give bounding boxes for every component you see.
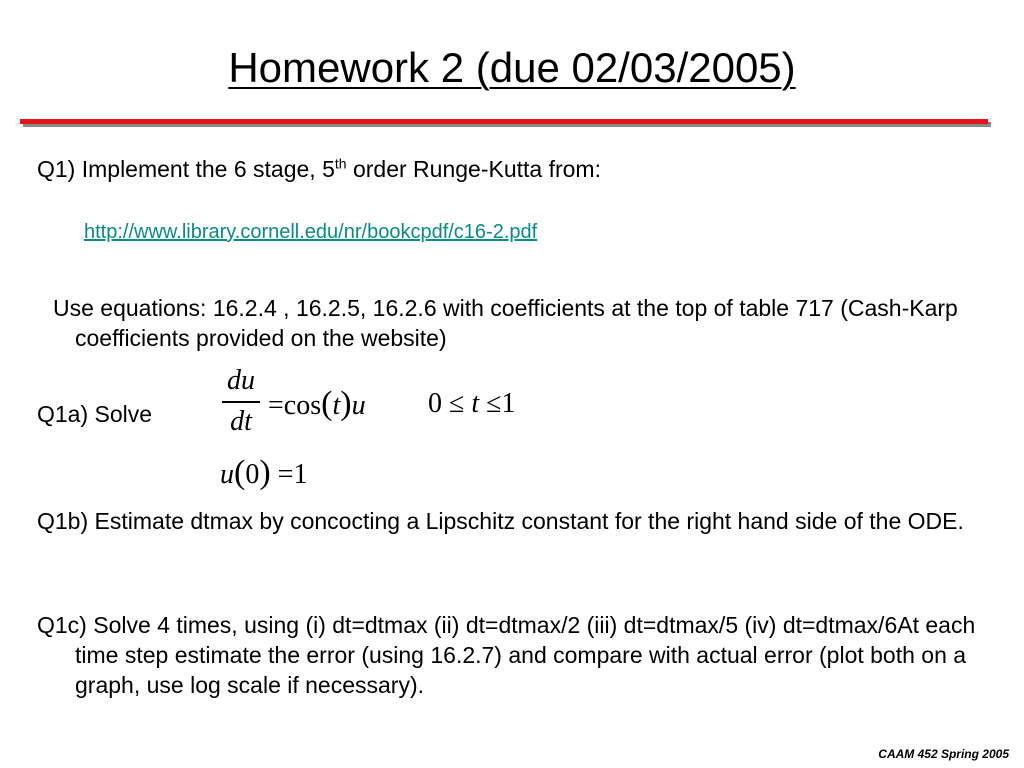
domain-var: t bbox=[471, 388, 480, 419]
domain-low: 0 bbox=[428, 388, 442, 419]
equation-rhs bbox=[268, 387, 366, 423]
fraction-denominator: dt bbox=[230, 405, 252, 437]
equation-equals: = bbox=[268, 390, 284, 421]
equation-rparen: ) bbox=[340, 385, 352, 422]
question-q1b: Q1b) Estimate dtmax by concocting a Lipschitz constant for the right hand side of the ODE. bbox=[37, 508, 964, 534]
equation-factor: u bbox=[351, 390, 366, 421]
q1-prefix: Q1) Implement the 6 stage, 5 bbox=[37, 156, 335, 182]
use-equations-text: Use equations: 16.2.4 , 16.2.5, 16.2.6 with coefficients at the top of table 717 (Cash-Karp coefficients provided on the website) bbox=[53, 295, 958, 351]
question-q1c: Q1c) Solve 4 times, using (i) dt=dtmax (ii) dt=dtmax/2 (iii) dt=dtmax/5 (iv) dt=dtmax/6At each time step estimate the error (using 16.2.7) and compare with actual error (plot both on a graph, use log scale if necessary). bbox=[37, 612, 976, 698]
slide-title-text: Homework 2 (due 02/03/2005) bbox=[228, 44, 796, 91]
footer-course-label: CAAM 452 Spring 2005 bbox=[878, 747, 1009, 761]
equation-func: cos bbox=[283, 390, 322, 421]
question-q1 bbox=[37, 154, 601, 184]
q1-suffix: order Runge-Kutta from: bbox=[346, 156, 601, 182]
fraction-numerator: du bbox=[227, 365, 255, 396]
equation-domain bbox=[428, 387, 516, 421]
fraction-bar bbox=[222, 401, 260, 403]
ic-arg: 0 bbox=[245, 459, 260, 490]
ic-rparen: ) bbox=[259, 454, 271, 491]
equation-lparen: ( bbox=[321, 385, 333, 422]
ic-value: 1 bbox=[293, 459, 308, 490]
domain-le-1: ≤ bbox=[449, 388, 465, 419]
ic-equals: = bbox=[277, 459, 294, 490]
title-divider bbox=[20, 119, 988, 124]
question-q1a: Q1a) Solve bbox=[37, 401, 153, 427]
domain-high: 1 bbox=[501, 388, 516, 419]
equation-arg: t bbox=[332, 390, 341, 421]
ic-lparen: ( bbox=[234, 454, 246, 491]
domain-le-2: ≤ bbox=[486, 388, 502, 419]
q1-superscript: th bbox=[334, 155, 347, 172]
ic-var: u bbox=[220, 459, 234, 490]
initial-condition bbox=[220, 456, 307, 492]
reference-link[interactable]: http://www.library.cornell.edu/nr/bookcpdf/c16-2.pdf bbox=[84, 221, 538, 243]
derivative-fraction bbox=[222, 366, 260, 437]
slide-title bbox=[0, 40, 1024, 96]
